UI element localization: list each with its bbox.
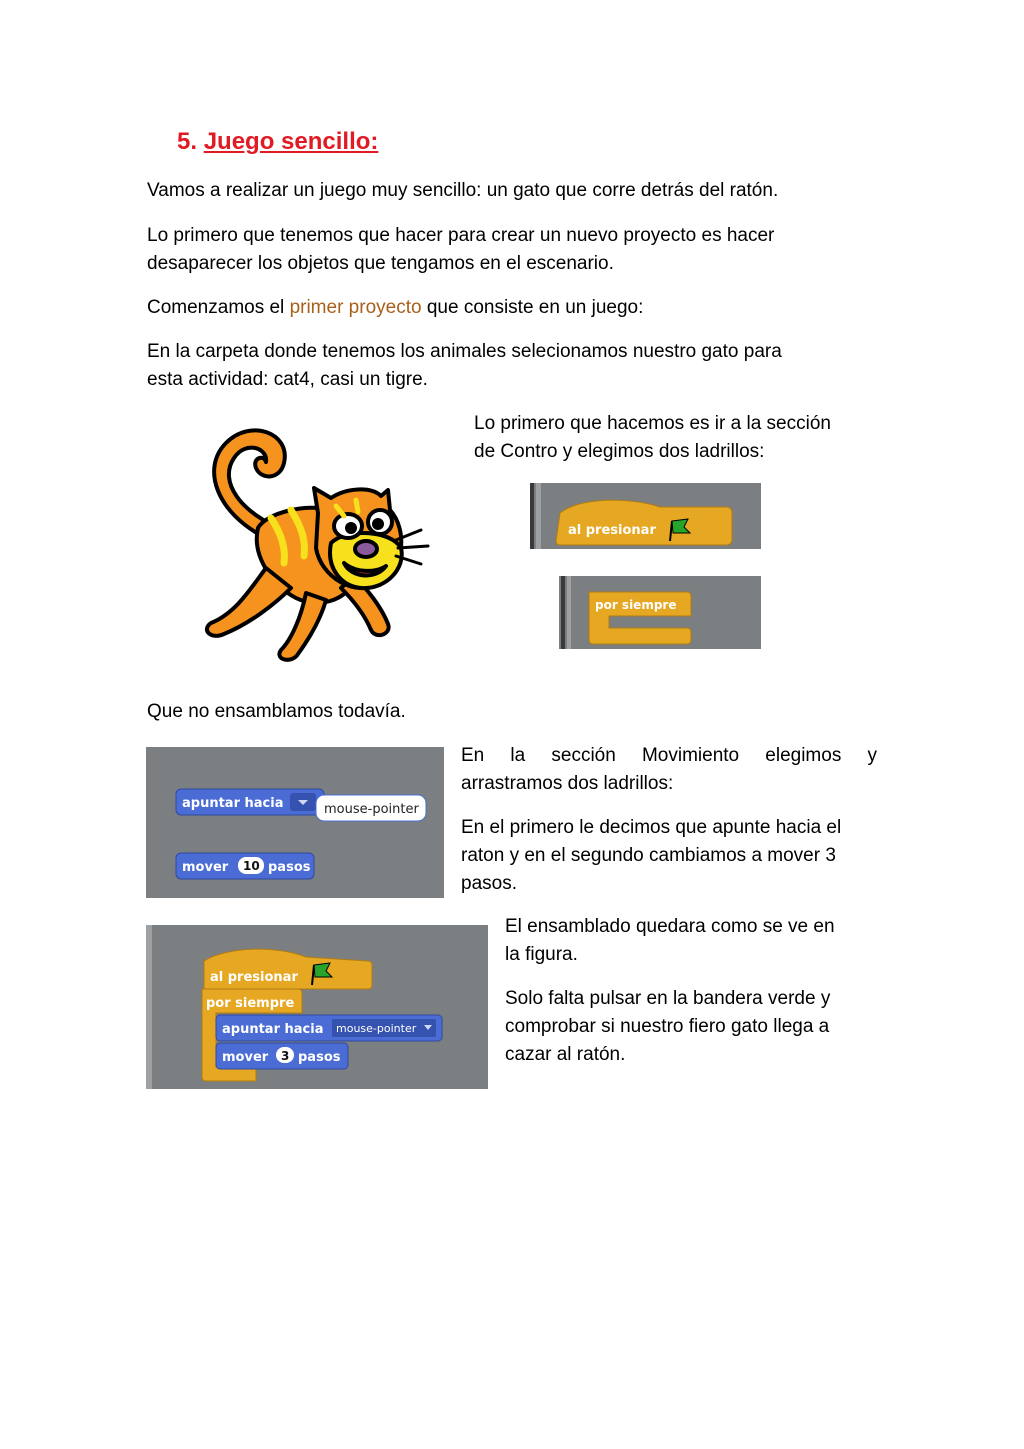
block-label-forever: por siempre xyxy=(595,598,677,612)
block-label-move: mover xyxy=(222,1050,269,1065)
paragraph-line: En la carpeta donde tenemos los animales selecionamos nuestro gato para xyxy=(147,341,782,362)
screenshot-motion-blocks xyxy=(146,747,444,898)
paragraph-first-second xyxy=(461,814,841,898)
paragraph-not-assembled: Que no ensamblamos todavía. xyxy=(147,701,406,722)
block-label-when-flag: al presionar xyxy=(210,970,298,985)
paragraph-motion-line2: arrastramos dos ladrillos: xyxy=(461,773,674,794)
paragraph-line: la figura. xyxy=(505,944,578,965)
block-label-point-towards: apuntar hacia xyxy=(222,1022,324,1037)
paragraph-motion-line1: En la sección Movimiento elegimos y xyxy=(461,745,877,766)
paragraph-line: cazar al ratón. xyxy=(505,1044,626,1065)
paragraph-line: Solo falta pulsar en la bandera verde y xyxy=(505,988,831,1009)
paragraph-line: desaparecer los objetos que tengamos en el escenario. xyxy=(147,253,614,274)
paragraph-choose-cat xyxy=(147,338,782,394)
heading-title: Juego sencillo: xyxy=(203,128,379,155)
paragraph-green-flag xyxy=(505,985,830,1069)
move-steps-input: 3 xyxy=(281,1049,290,1063)
dropdown-value-mouse-pointer: mouse-pointer xyxy=(336,1022,417,1035)
paragraph-intro: Vamos a realizar un juego muy sencillo: un gato que corre detrás del ratón. xyxy=(147,180,779,201)
paragraph-line: Lo primero que tenemos que hacer para crear un nuevo proyecto es hacer xyxy=(147,225,775,246)
block-label-when-flag: al presionar xyxy=(568,523,656,538)
paragraph-line: de Contro y elegimos dos ladrillos: xyxy=(474,441,765,462)
screenshot-when-flag-block xyxy=(530,483,761,549)
move-steps-input: 10 xyxy=(243,859,260,873)
paragraph-line: raton y en el segundo cambiamos a mover 3 xyxy=(461,845,836,866)
block-label-steps: pasos xyxy=(268,860,311,875)
paragraph-first-project xyxy=(147,294,643,322)
paragraph-assembled xyxy=(505,913,835,969)
heading-number: 5. xyxy=(177,128,198,155)
block-label-move: mover xyxy=(182,860,229,875)
block-label-steps: pasos xyxy=(298,1050,341,1065)
text-segment: Comenzamos el xyxy=(147,297,290,318)
page-heading xyxy=(177,128,378,156)
block-label-point-towards: apuntar hacia xyxy=(182,796,284,811)
paragraph-line: esta actividad: cat4, casi un tigre. xyxy=(147,369,428,390)
paragraph-line: El ensamblado quedara como se ve en xyxy=(505,916,835,937)
screenshot-forever-block xyxy=(559,576,761,649)
paragraph-new-project xyxy=(147,222,774,278)
block-label-forever: por siempre xyxy=(206,996,295,1011)
paragraph-line: Lo primero que hacemos es ir a la sección xyxy=(474,413,831,434)
cat-illustration xyxy=(196,418,441,666)
paragraph-line: pasos. xyxy=(461,873,517,894)
paragraph-control-section xyxy=(474,410,831,466)
link-first-project[interactable]: primer proyecto xyxy=(289,297,422,318)
paragraph-line: En el primero le decimos que apunte hacia el xyxy=(461,817,842,838)
screenshot-assembled-script xyxy=(146,925,488,1089)
dropdown-value-mouse-pointer: mouse-pointer xyxy=(324,802,419,817)
paragraph-line: comprobar si nuestro fiero gato llega a xyxy=(505,1016,830,1037)
text-segment: que consiste en un juego: xyxy=(421,297,644,318)
